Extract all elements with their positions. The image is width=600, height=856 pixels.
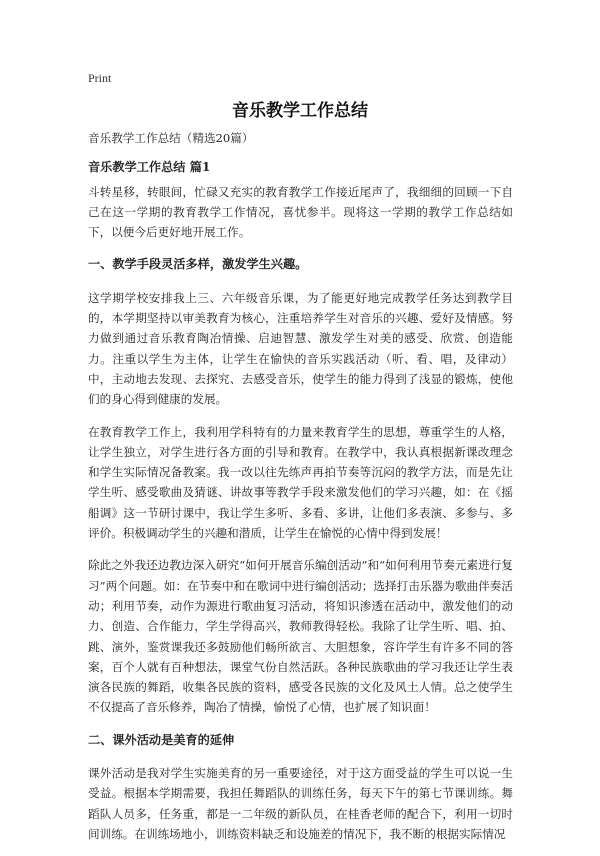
paragraph-research: 除此之外我还边教边深入研究“如何开展音乐编创活动”和“如何利用节奏元素进行复习”两个问题。如：在节奏中和在歌词中进行编创活动；选择打击乐器为歌曲伴奏活动；利用节奏，动作为源进行歌曲复习活动，将知识渗透在活动中，激发他们的动力、创造、合作能力，学生学得高兴，教师教得轻松。我除了让学生听、唱、拍、跳、演外，鉴赏课我还多鼓励他们畅所欲言、大胆想象，容许学生有许多不同的答案，百个人就有百种想法，课堂气份自然活跃。各种民族歌曲的学习我还让学生表演各民族的舞蹈，收集各民族的资料，感受各民族的文化及风土人情。总之使学生不仅提高了音乐修养，陶冶了情操，愉悦了心情，也扩展了知识面！ (88, 558, 513, 715)
heading-extracurricular: 二、课外活动是美育的延伸 (88, 732, 235, 747)
paragraph-curriculum: 这学期学校安排我上三、六年级音乐课，为了能更好地完成教学任务达到教学目的，本学期坚持以审美教育为核心，注重培养学生对音乐的兴趣、爱好及情感。努力做到通过音乐教育陶冶情操、启迪智慧、激发学生对美的感受、欣赏、创造能力。注重以学生为主体，让学生在愉快的音乐实践活动（听、看、唱，及律动）中，主动地去发现、去探究、去感受音乐，使学生的能力得到了浅显的锻炼，使他们的身心得到健康的发展。 (88, 290, 513, 407)
paragraph-extracurricular: 课外活动是我对学生实施美育的另一重要途径，对于这方面受益的学生可以说一生受益。根据本学期需要，我担任舞蹈队的训练任务，每天下午的第七节课训练。舞蹈队人员多，任务重，都是一二年级的新队员，在桂香老师的配合下，利用一切时间训练。在训练场地小，训练资料缺乏和设施差的情况下，我不断的根据实际情况 (88, 766, 513, 841)
section-title: 音乐教学工作总结 篇1 (88, 160, 211, 175)
heading-teaching-methods: 一、教学手段灵活多样，激发学生兴趣。 (88, 257, 308, 272)
document-body (88, 128, 513, 856)
print-link[interactable]: Print (88, 71, 112, 85)
document-subtitle: 音乐教学工作总结（精选20篇） (88, 131, 254, 145)
page-title: 音乐教学工作总结 (232, 101, 368, 121)
paragraph-teaching-work: 在教育教学工作上，我利用学科特有的力量来教育学生的思想，尊重学生的人格，让学生独立，对学生进行各方面的引导和教育。在教学中，我认真根据新课改理念和学生实际情况备教案。我一改以往先练声再拍节奏等沉闷的教学方法，而是先让学生听、感受歌曲及猜谜、讲故事等教学手段来激发他们的学习兴趣，如：在《摇船调》这一节研讨课中，我让学生多听、多看、多讲，让他们多表演、多参与、多评价。积极调动学生的兴趣和潜质，让学生在愉悦的心情中得到发展！ (88, 424, 513, 541)
paragraph-intro: 斗转星移，转眼间，忙碌又充实的教育教学工作接近尾声了，我细细的回顾一下自己在这一学期的教育教学工作情况，喜忧参半。现将这一学期的教学工作总结如下，以便今后更好地开展工作。 (88, 184, 513, 240)
